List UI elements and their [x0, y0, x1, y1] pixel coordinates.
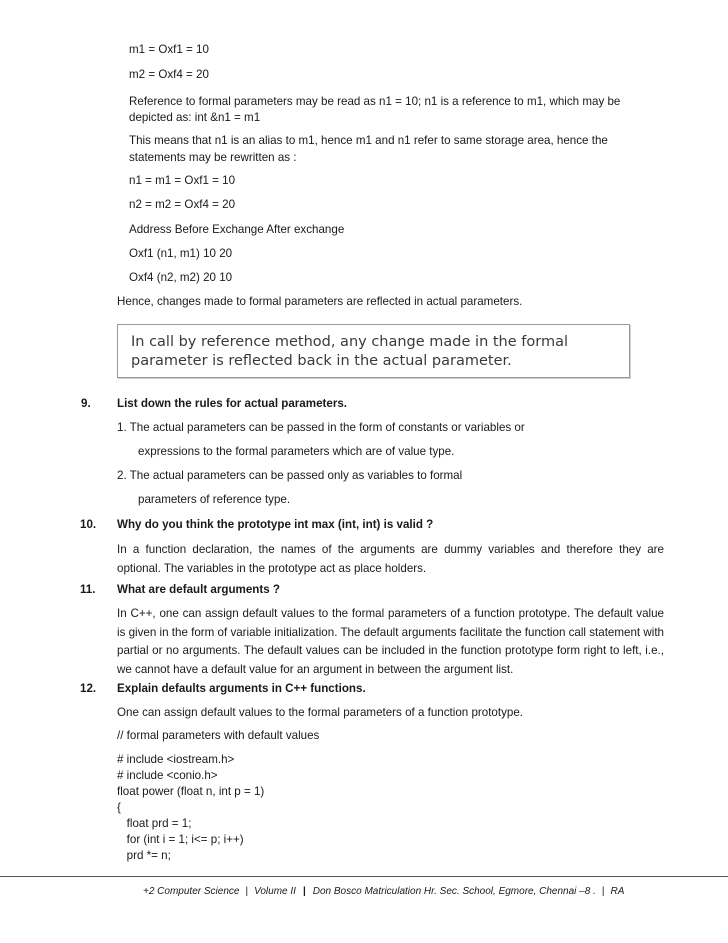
rule-line: parameters of reference type. — [138, 493, 291, 506]
text-line: statements may be rewritten as : — [129, 151, 297, 164]
code-line: float prd = 1; — [117, 817, 192, 830]
footer-initials: RA — [610, 886, 625, 897]
page-footer — [143, 886, 624, 897]
question-title: Why do you think the prototype int max (int, int) is valid ? — [117, 518, 434, 531]
code-line: for (int i = 1; i<= p; i++) — [117, 833, 244, 846]
text-line: depicted as: int &n1 = m1 — [129, 111, 261, 124]
rule-line: 1. The actual parameters can be passed in the form of constants or variables or — [117, 421, 525, 434]
footer-course: +2 Computer Science — [143, 886, 240, 897]
question-title: List down the rules for actual parameters. — [117, 397, 348, 410]
code-comment: // formal parameters with default values — [117, 729, 320, 742]
footer-volume: Volume II — [254, 886, 296, 897]
code-line: # include <conio.h> — [117, 769, 218, 782]
text-line: m1 = Oxf1 = 10 — [129, 43, 209, 56]
footer-separator: | — [245, 886, 249, 897]
question-title: What are default arguments ? — [117, 583, 280, 596]
text-line: n1 = m1 = Oxf1 = 10 — [129, 174, 236, 187]
question-number: 10. — [80, 518, 97, 531]
text-line: n2 = m2 = Oxf4 = 20 — [129, 198, 236, 211]
rule-line: 2. The actual parameters can be passed only as variables to formal — [117, 469, 463, 482]
question-number: 11. — [80, 583, 96, 596]
footer-school: Don Bosco Matriculation Hr. Sec. School, Egmore, Chennai –8 . — [312, 886, 596, 897]
code-line: { — [117, 801, 121, 814]
text-line: Reference to formal parameters may be read as n1 = 10; n1 is a reference to m1, which may be — [129, 95, 621, 108]
text-line: This means that n1 is an alias to m1, hence m1 and n1 refer to same storage area, hence the — [129, 134, 608, 147]
code-line: float power (float n, int p = 1) — [117, 785, 265, 798]
callout-text: In call by reference method, any change made in the formal parameter is reflected back in the actual parameter. — [131, 334, 568, 369]
callout-box — [117, 324, 630, 378]
text-line: One can assign default values to the formal parameters of a function prototype. — [117, 706, 524, 719]
answer-paragraph: In a function declaration, the names of the arguments are dummy variables and therefore they are optional. The variables in the prototype act as place holders. — [117, 543, 664, 575]
text-line: Hence, changes made to formal parameters are reflected in actual parameters. — [117, 295, 523, 308]
table-header-line: Address Before Exchange After exchange — [129, 223, 345, 236]
table-row-line: Oxf1 (n1, m1) 10 20 — [129, 247, 233, 260]
footer-separator-bold: | — [302, 886, 306, 897]
code-line: prd *= n; — [117, 849, 171, 862]
text-line: m2 = Oxf4 = 20 — [129, 68, 209, 81]
footer-divider — [0, 876, 728, 877]
table-row-line: Oxf4 (n2, m2) 20 10 — [129, 271, 233, 284]
rule-line: expressions to the formal parameters which are of value type. — [138, 445, 455, 458]
code-line: # include <iostream.h> — [117, 753, 235, 766]
question-number: 12. — [80, 682, 97, 695]
answer-paragraph: In C++, one can assign default values to the formal parameters of a function prototype. The default value is given in the form of variable initialization. The default arguments facilitate the function call statement with partial or no arguments. The default values can be included in the function prototype form right to left, i.e., we cannot have a default value for an argument in between the argument list. — [117, 607, 664, 676]
footer-separator: | — [601, 886, 605, 897]
question-number: 9. — [81, 397, 91, 410]
question-title: Explain defaults arguments in C++ functions. — [117, 682, 366, 695]
